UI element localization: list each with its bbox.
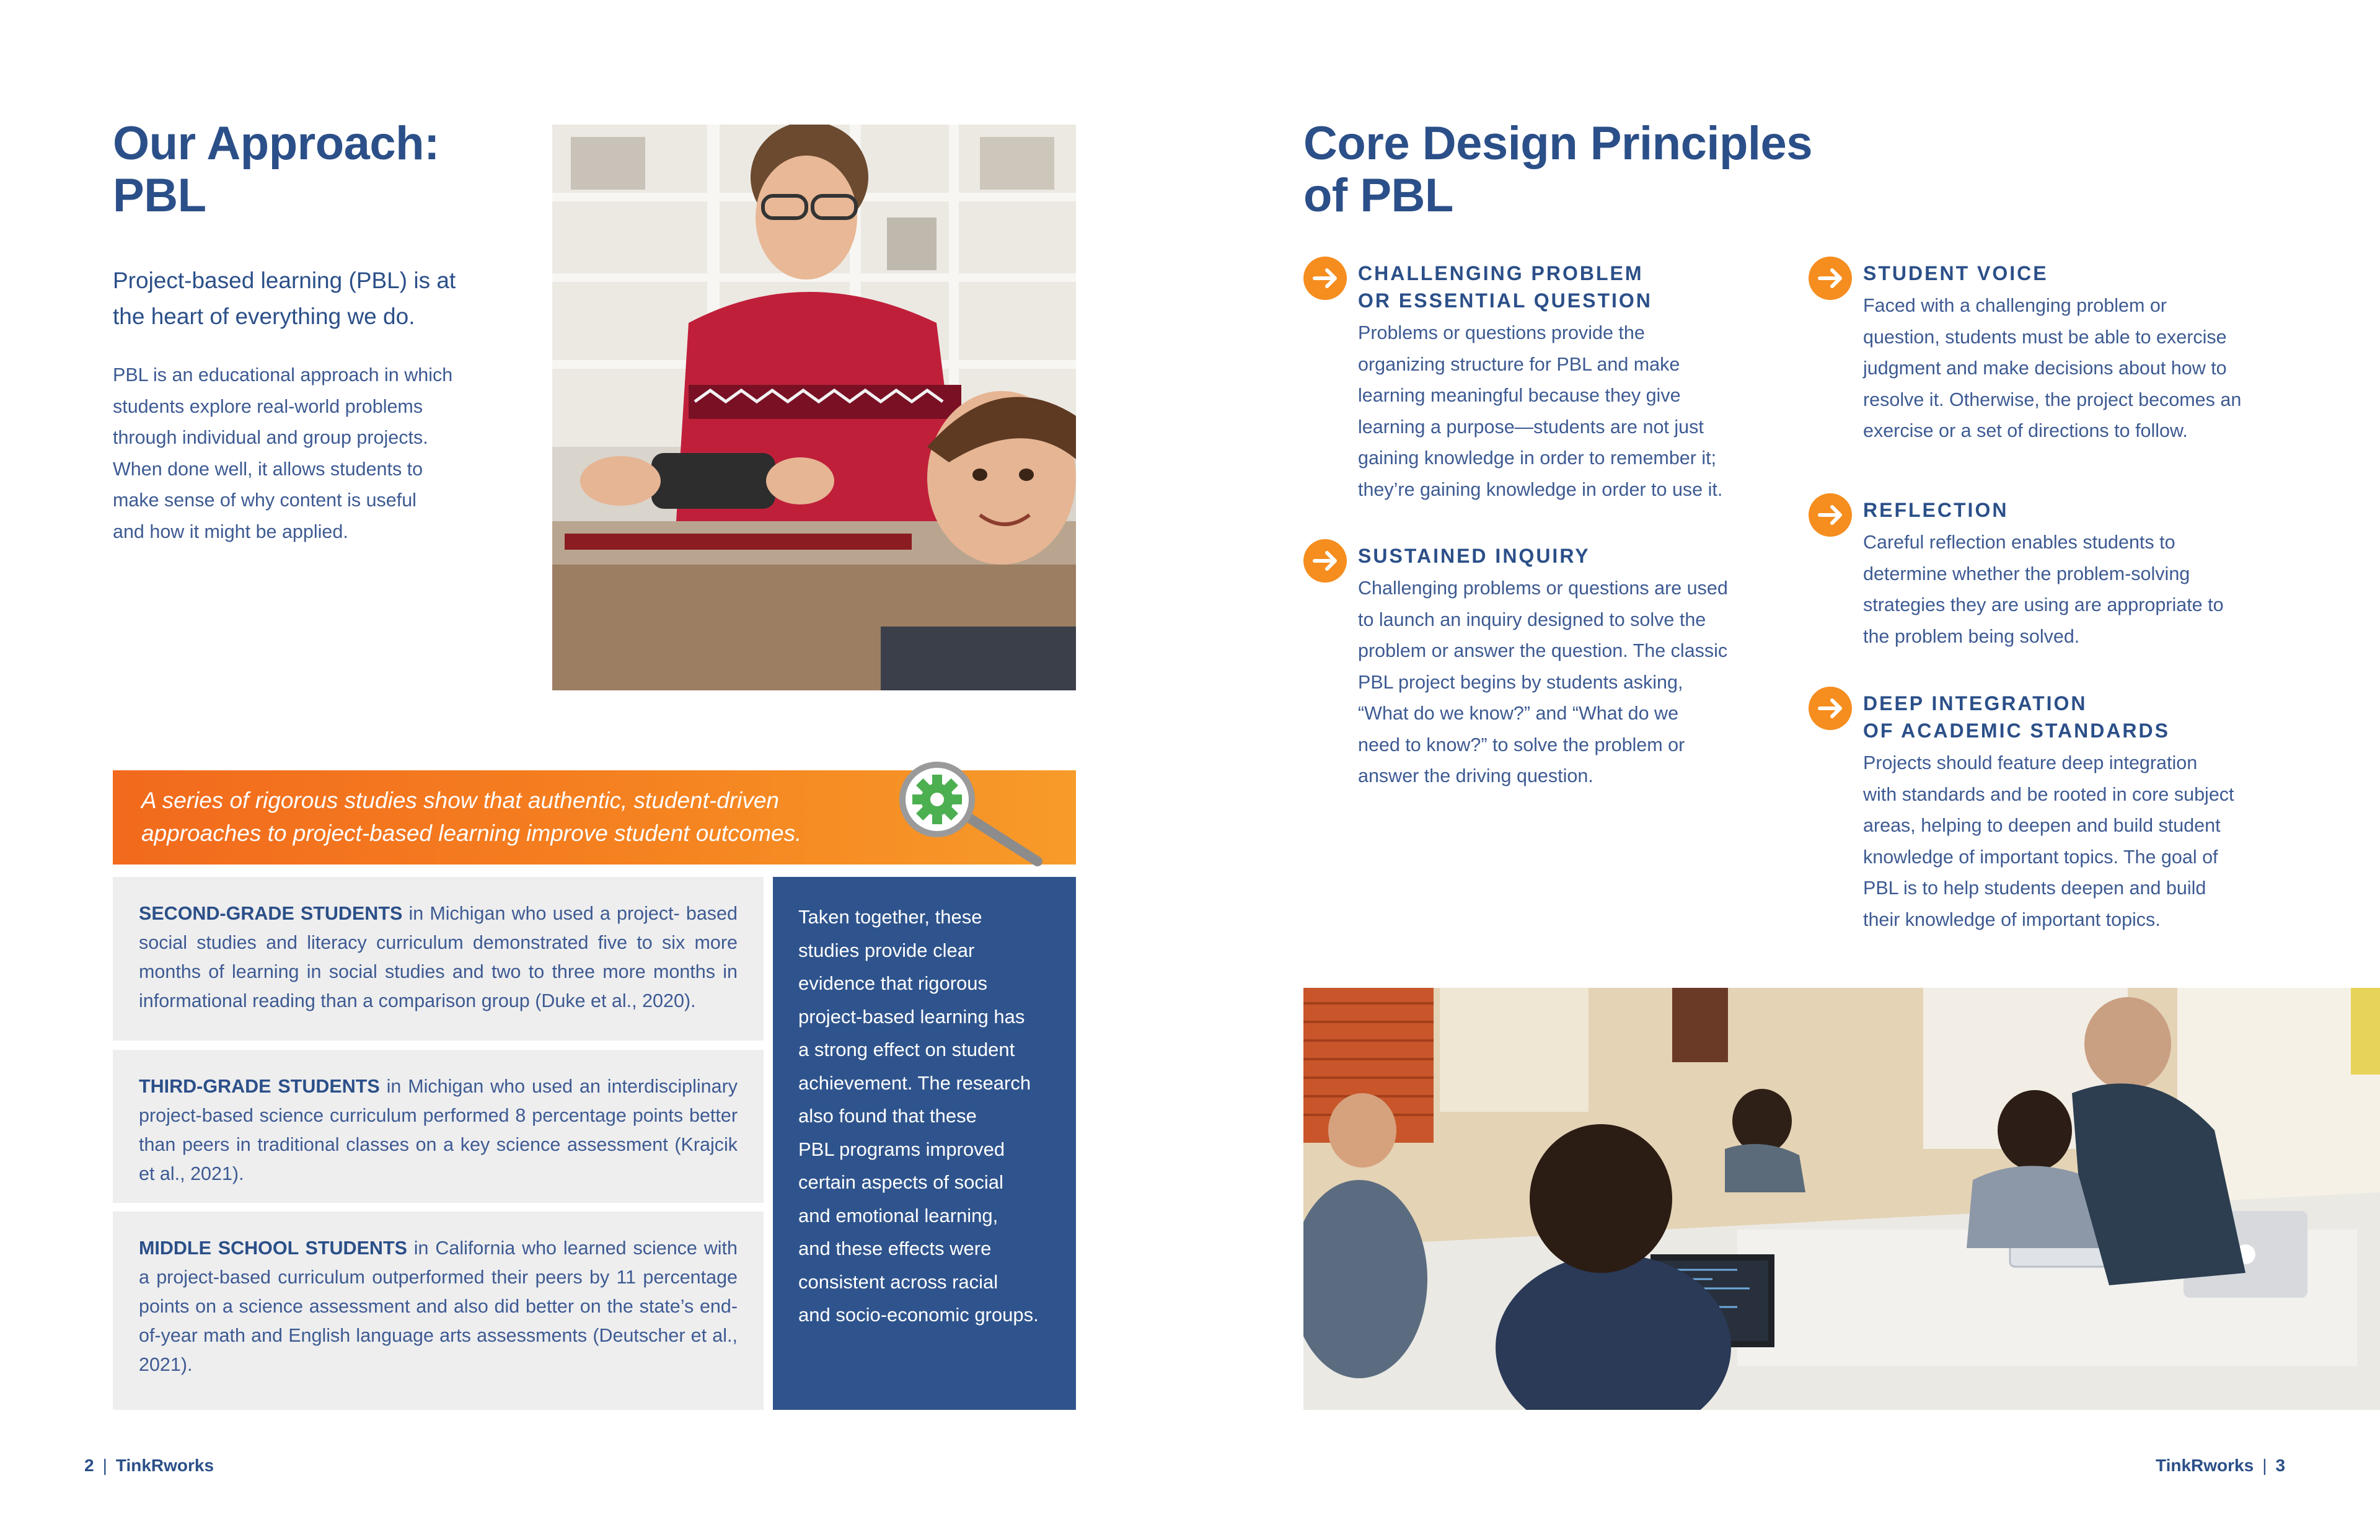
principle-line: answer the driving question. xyxy=(1358,765,1593,786)
summary-line: and these effects were xyxy=(798,1238,992,1259)
principle-body xyxy=(1358,573,1728,792)
lead-line-2: the heart of everything we do. xyxy=(113,304,415,329)
study-lead: SECOND-GRADE STUDENTS xyxy=(139,903,403,924)
principle-heading xyxy=(1863,496,2008,524)
heading-line: OR ESSENTIAL QUESTION xyxy=(1358,289,1652,312)
summary-line: also found that these xyxy=(798,1105,977,1127)
footer-separator: | xyxy=(2262,1456,2267,1475)
principle-line: gaining knowledge in order to remember it; xyxy=(1358,447,1717,469)
intro-line: When done well, it allows students to xyxy=(113,458,423,480)
summary-line: consistent across racial xyxy=(798,1270,998,1293)
intro-line: and how it might be applied. xyxy=(113,521,348,542)
heading-line: DEEP INTEGRATION xyxy=(1863,692,2087,715)
magnifier-gear-icon xyxy=(895,759,1044,871)
arrow-right-circle-icon xyxy=(1809,687,1852,730)
summary-line: certain aspects of social xyxy=(798,1171,1003,1193)
heading-line: STUDENT VOICE xyxy=(1863,262,2048,284)
study-lead: THIRD-GRADE STUDENTS xyxy=(139,1076,380,1097)
principle-line: resolve it. Otherwise, the project becomes an xyxy=(1863,389,2242,410)
principle-line: problem or answer the question. The classic xyxy=(1358,640,1728,661)
study-lead: MIDDLE SCHOOL STUDENTS xyxy=(139,1238,407,1259)
summary-line: a strong effect on student xyxy=(798,1039,1015,1060)
classroom-photo xyxy=(1303,988,2380,1410)
principle-line: determine whether the problem-solving xyxy=(1863,563,2190,584)
footer-separator: | xyxy=(102,1456,107,1475)
principle-line: PBL project begins by students asking, xyxy=(1358,671,1683,693)
principle-line: PBL is to help students deepen and build xyxy=(1863,878,2206,899)
principle-line: learning meaningful because they give xyxy=(1358,385,1681,406)
brand-name: TinkRworks xyxy=(2156,1456,2254,1475)
studies-banner xyxy=(113,770,1076,865)
principle-line: strategies they are using are appropriate to xyxy=(1863,594,2224,615)
principle-heading xyxy=(1863,260,2048,287)
principle-line: areas, helping to deepen and build student xyxy=(1863,815,2221,836)
principle-body xyxy=(1358,317,1722,505)
principle-heading xyxy=(1358,542,1590,570)
principle-body xyxy=(1863,747,2234,935)
lead-line-1: Project-based learning (PBL) is at xyxy=(113,268,456,293)
intro-line: students explore real-world problems xyxy=(113,395,423,417)
page-number: 2 xyxy=(84,1456,94,1475)
banner-line-2: approaches to project-based learning improve student outcomes. xyxy=(141,821,802,846)
studies-summary-box xyxy=(773,877,1076,1410)
summary-line: studies provide clear xyxy=(798,939,975,961)
right-page-title xyxy=(1303,118,1812,222)
summary-line: evidence that rigorous xyxy=(798,972,988,994)
footer-right xyxy=(2156,1456,2285,1476)
arrow-right-circle-icon xyxy=(1303,257,1347,300)
arrow-right-circle-icon xyxy=(1809,493,1852,537)
principle-line: the problem being solved. xyxy=(1863,625,2080,647)
left-intro-paragraph xyxy=(113,359,452,547)
principle-line: with standards and be rooted in core subject xyxy=(1863,783,2234,805)
brand-name: TinkRworks xyxy=(115,1456,214,1475)
arrow-right-circle-icon xyxy=(1809,257,1852,300)
page-number: 3 xyxy=(2275,1456,2286,1475)
principle-line: question, students must be able to exercise xyxy=(1863,326,2227,348)
left-title-line-2: PBL xyxy=(113,169,206,222)
principle-heading xyxy=(1863,690,2170,744)
left-lead xyxy=(113,263,456,335)
study-text: in Michigan who used a project- based social studies and literacy curriculum demonstrated five to six more months of learning in social studies and two to three more months in informational reading than a comparison group (Duke et al., 2020). xyxy=(139,903,738,1011)
principle-line: exercise or a set of directions to follow. xyxy=(1863,420,2188,441)
heading-line: SUSTAINED INQUIRY xyxy=(1358,545,1590,567)
left-page-title xyxy=(113,118,439,222)
study-second-grade xyxy=(113,877,764,1041)
intro-line: make sense of why content is useful xyxy=(113,490,416,511)
banner-line-1: A series of rigorous studies show that authentic, student-driven xyxy=(141,788,780,813)
summary-line: and emotional learning, xyxy=(798,1204,998,1226)
heading-line: REFLECTION xyxy=(1863,499,2009,521)
summary-line: and socio-economic groups. xyxy=(798,1304,1039,1326)
study-middle-school xyxy=(113,1212,764,1410)
principle-line: they’re gaining knowledge in order to use it. xyxy=(1358,478,1723,500)
study-text: in California who learned science with a project-based curriculum outperformed their peers by 11 percentage points on a science assessment and also did better on the state’s end-of-year math and English language arts assessments (Deutscher et al., 2021). xyxy=(139,1238,738,1375)
intro-line: PBL is an educational approach in which xyxy=(113,364,453,385)
principle-line: learning a purpose—students are not just xyxy=(1358,416,1704,438)
heading-line: CHALLENGING PROBLEM xyxy=(1358,262,1644,284)
principle-line: Challenging problems or questions are used xyxy=(1358,578,1728,599)
summary-line: achievement. The research xyxy=(798,1071,1031,1094)
principle-line: Faced with a challenging problem or xyxy=(1863,295,2167,316)
right-title-line-2: of PBL xyxy=(1303,169,1453,222)
principle-line: Problems or questions provide the xyxy=(1358,322,1645,343)
students-robotics-photo xyxy=(552,125,1076,690)
principle-heading xyxy=(1358,260,1652,314)
principle-body xyxy=(1863,290,2241,447)
principle-line: Projects should feature deep integration xyxy=(1863,752,2198,773)
banner-text xyxy=(141,784,916,850)
summary-line: PBL programs improved xyxy=(798,1138,1005,1160)
left-title-line-1: Our Approach: xyxy=(113,117,439,170)
study-third-grade xyxy=(113,1050,764,1203)
heading-line: OF ACADEMIC STANDARDS xyxy=(1863,719,2170,742)
principle-line: knowledge of important topics. The goal of xyxy=(1863,846,2218,868)
principle-line: “What do we know?” and “What do we xyxy=(1358,703,1679,724)
footer-left xyxy=(84,1456,214,1476)
principle-line: Careful reflection enables students to xyxy=(1863,532,2175,553)
principle-line: judgment and make decisions about how to xyxy=(1863,358,2227,379)
principle-body xyxy=(1863,527,2224,652)
arrow-right-circle-icon xyxy=(1303,539,1347,583)
study-text: in Michigan who used an interdisciplinary project-based science curriculum performed 8 percentage points better than peers in traditional classes on a key science assessment (Krajcik et al., 2021). xyxy=(139,1076,738,1184)
principle-line: to launch an inquiry designed to solve the xyxy=(1358,609,1706,630)
intro-line: through individual and group projects. xyxy=(113,427,428,448)
summary-line: Taken together, these xyxy=(798,906,982,928)
right-title-line-1: Core Design Principles xyxy=(1303,117,1813,170)
summary-line: project-based learning has xyxy=(798,1005,1025,1027)
principle-line: need to know?” to solve the problem or xyxy=(1358,734,1685,755)
principle-line: their knowledge of important topics. xyxy=(1863,909,2161,930)
principle-line: organizing structure for PBL and make xyxy=(1358,353,1680,375)
